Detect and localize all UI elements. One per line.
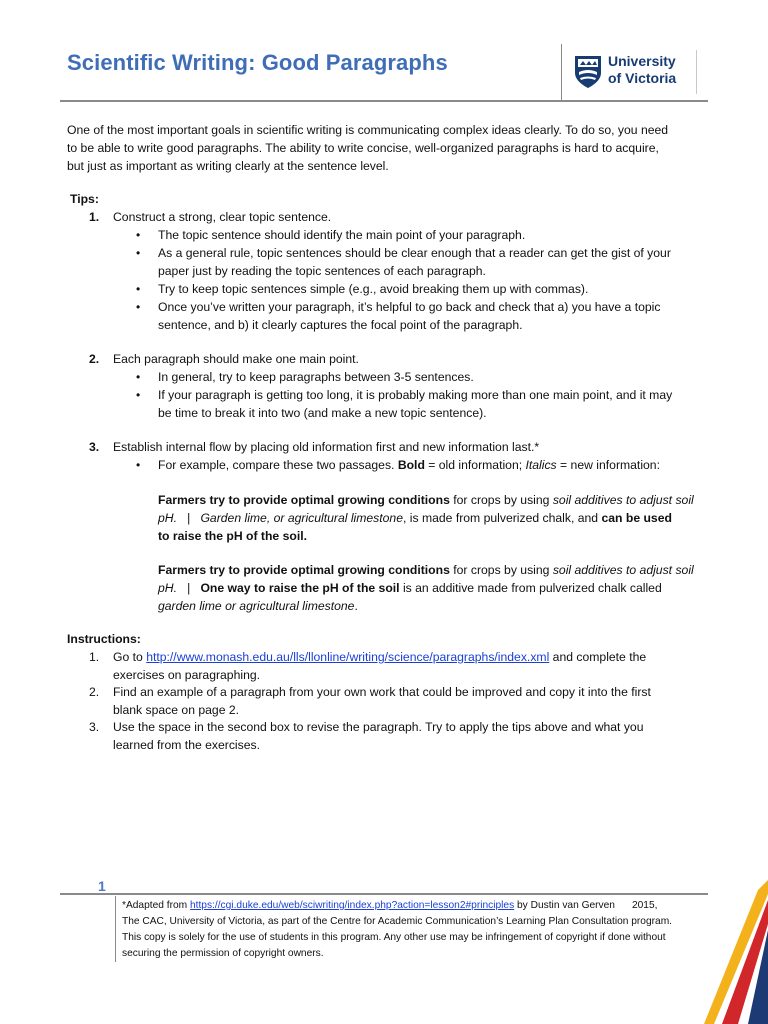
instruction-number: 3. — [89, 720, 100, 734]
monash-link[interactable]: http://www.monash.edu.au/lls/llonline/writing/science/paragraphs/index.xml — [146, 650, 550, 664]
bullet-icon: • — [136, 388, 141, 402]
bullet-icon: • — [136, 458, 141, 472]
tip-number: 2. — [89, 352, 100, 366]
list-item: If your paragraph is getting too long, it is probably making more than one main point, and it may be time to break it into two (and make a new topic sentence). — [158, 388, 673, 420]
list-item: Go to http://www.monash.edu.au/lls/llonline/writing/science/paragraphs/index.xml and complete the exercises on paragraphing. — [113, 650, 647, 682]
instruction-number: 2. — [89, 685, 100, 699]
bullet-icon: • — [136, 370, 141, 384]
instructions-heading: Instructions: — [67, 632, 141, 646]
list-item: Try to keep topic sentences simple (e.g., avoid breaking them up with commas). — [158, 282, 589, 296]
bullet-icon: • — [136, 228, 141, 242]
tip-text: Construct a strong, clear topic sentence. — [113, 210, 332, 224]
university-logo-text: University of Victoria — [608, 53, 677, 86]
footer-line: securing the permission of copyright owners. — [122, 948, 324, 959]
page-title: Scientific Writing: Good Paragraphs — [67, 50, 448, 75]
list-item: In general, try to keep paragraphs between 3-5 sentences. — [158, 370, 474, 384]
page-number: 1 — [98, 878, 106, 894]
tip-text: Establish internal flow by placing old information first and new information last.* — [113, 440, 540, 454]
bullet-icon: • — [136, 282, 141, 296]
footer-line: This copy is solely for the use of students in this program. Any other use may be infringement of copyright if done without — [122, 932, 666, 943]
university-crest-icon — [574, 55, 602, 89]
corner-stripes-decoration — [700, 870, 768, 1024]
intro-paragraph: One of the most important goals in scientific writing is communicating complex ideas clearly. To do so, you need to be able to write good paragraphs. The ability to write concise, well-organized paragraphs is hard to acquire, but just as important as writing clearly at the sentence level. — [67, 123, 669, 173]
list-item: For example, compare these two passages. Bold = old information; Italics = new information: — [158, 458, 660, 472]
footer-line: The CAC, University of Victoria, as part of the Centre for Academic Communication’s Learning Plan Consultation program. — [122, 916, 673, 927]
tip-number: 1. — [89, 210, 100, 224]
list-item: Find an example of a paragraph from your own work that could be improved and copy it into the first blank space on page 2. — [113, 685, 651, 717]
bullet-icon: • — [136, 300, 141, 314]
list-item: Use the space in the second box to revise the paragraph. Try to apply the tips above and what you learned from the exercises. — [113, 720, 644, 752]
duke-link[interactable]: https://cgi.duke.edu/web/sciwriting/index.php?action=lesson2#principles — [189, 900, 515, 911]
footer-rule — [60, 893, 708, 895]
footer-citation: *Adapted from https://cgi.duke.edu/web/sciwriting/index.php?action=lesson2#principles by Dustin van Gerven 2015, — [122, 900, 658, 911]
example-passage-2: Farmers try to provide optimal growing conditions for crops by using soil additives to adjust soil pH. | One way to raise the pH of the soil is an additive made from pulverized chalk called garden lime or agricultural limestone. — [158, 563, 694, 613]
tip-text: Each paragraph should make one main point. — [113, 352, 359, 366]
footer-divider — [115, 896, 116, 962]
list-item: The topic sentence should identify the main point of your paragraph. — [158, 228, 526, 242]
instruction-number: 1. — [89, 650, 100, 664]
list-item: As a general rule, topic sentences should be clear enough that a reader can get the gist of your paper just by reading the topic sentences of each paragraph. — [158, 246, 671, 278]
tips-heading: Tips: — [70, 192, 99, 206]
list-item: Once you’ve written your paragraph, it’s helpful to go back and check that a) you have a topic sentence, and b) it clearly captures the focal point of the paragraph. — [158, 300, 661, 332]
header-rule — [60, 100, 708, 102]
tip-number: 3. — [89, 440, 100, 454]
example-passage-1: Farmers try to provide optimal growing conditions for crops by using soil additives to adjust soil pH. | Garden lime, or agricultural limestone, is made from pulverized chalk, and can be used to raise the pH of the soil. — [158, 493, 694, 543]
logo-divider — [561, 44, 562, 100]
logo-divider — [696, 50, 697, 94]
bullet-icon: • — [136, 246, 141, 260]
